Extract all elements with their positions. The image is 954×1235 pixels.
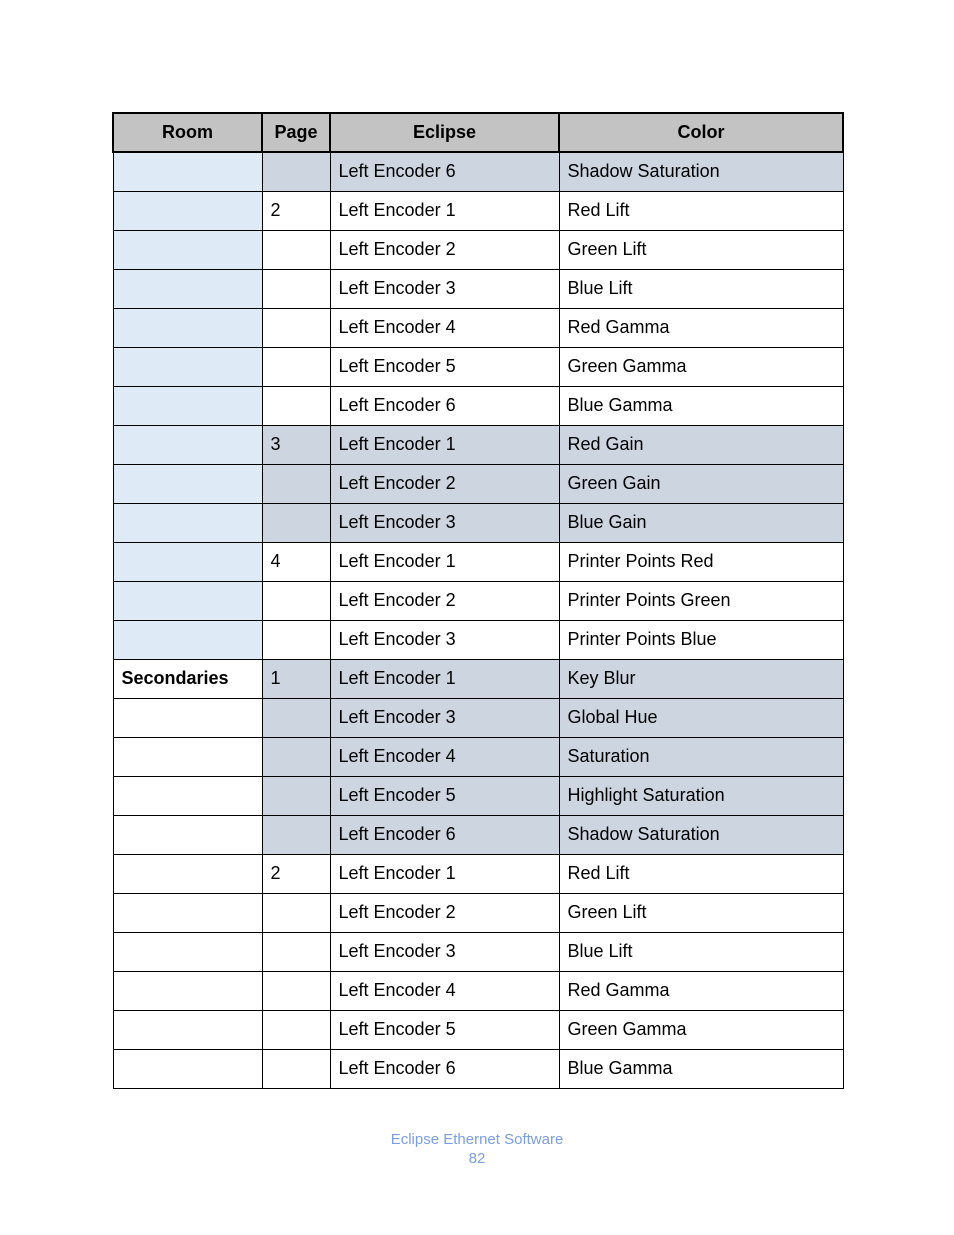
table-row [113,581,843,620]
page-cell [262,932,330,971]
color-cell: Blue Gamma [559,1049,843,1088]
eclipse-cell: Left Encoder 1 [330,659,559,698]
room-cell [113,152,262,191]
room-cell [113,698,262,737]
room-cell [113,191,262,230]
eclipse-cell: Left Encoder 3 [330,620,559,659]
encoder-mapping-table [112,112,844,1089]
page-cell [262,503,330,542]
table-row [113,269,843,308]
room-cell [113,1010,262,1049]
room-cell [113,971,262,1010]
color-cell: Green Gain [559,464,843,503]
page-cell [262,815,330,854]
eclipse-cell: Left Encoder 6 [330,1049,559,1088]
color-cell: Green Gamma [559,347,843,386]
room-cell [113,893,262,932]
header-color: Color [559,113,843,152]
table-row [113,620,843,659]
page-cell: 2 [262,191,330,230]
eclipse-cell: Left Encoder 1 [330,191,559,230]
room-cell [113,776,262,815]
room-cell [113,620,262,659]
room-cell [113,581,262,620]
room-cell [113,503,262,542]
eclipse-cell: Left Encoder 6 [330,386,559,425]
room-cell [113,932,262,971]
page-cell [262,737,330,776]
eclipse-cell: Left Encoder 6 [330,815,559,854]
room-cell [113,347,262,386]
page-cell [262,1010,330,1049]
page-cell [262,308,330,347]
page-cell: 3 [262,425,330,464]
room-cell [113,386,262,425]
table-row [113,1010,843,1049]
eclipse-cell: Left Encoder 2 [330,464,559,503]
table-row [113,776,843,815]
eclipse-cell: Left Encoder 4 [330,308,559,347]
eclipse-cell: Left Encoder 3 [330,698,559,737]
page-cell [262,698,330,737]
color-cell: Printer Points Blue [559,620,843,659]
eclipse-cell: Left Encoder 4 [330,971,559,1010]
room-cell [113,542,262,581]
table-row [113,464,843,503]
eclipse-cell: Left Encoder 4 [330,737,559,776]
page-cell [262,347,330,386]
room-cell [113,230,262,269]
color-cell: Blue Gain [559,503,843,542]
color-cell: Saturation [559,737,843,776]
eclipse-cell: Left Encoder 2 [330,230,559,269]
table-row [113,386,843,425]
table-header-row [113,113,843,152]
table-row [113,347,843,386]
eclipse-cell: Left Encoder 3 [330,932,559,971]
eclipse-cell: Left Encoder 1 [330,542,559,581]
color-cell: Red Lift [559,854,843,893]
table-row [113,230,843,269]
color-cell: Shadow Saturation [559,815,843,854]
table-row [113,503,843,542]
eclipse-cell: Left Encoder 2 [330,893,559,932]
page-cell: 4 [262,542,330,581]
eclipse-cell: Left Encoder 2 [330,581,559,620]
color-cell: Red Gamma [559,971,843,1010]
header-eclipse: Eclipse [330,113,559,152]
eclipse-cell: Left Encoder 1 [330,854,559,893]
page-cell: 2 [262,854,330,893]
table-row [113,191,843,230]
eclipse-cell: Left Encoder 3 [330,269,559,308]
room-cell [113,464,262,503]
table-row [113,815,843,854]
color-cell: Global Hue [559,698,843,737]
page-cell [262,269,330,308]
color-cell: Printer Points Red [559,542,843,581]
table-body [113,152,843,1088]
color-cell: Blue Gamma [559,386,843,425]
color-cell: Red Gain [559,425,843,464]
table-row [113,659,843,698]
color-cell: Highlight Saturation [559,776,843,815]
eclipse-cell: Left Encoder 1 [330,425,559,464]
page-cell [262,464,330,503]
room-cell [113,815,262,854]
page-cell [262,971,330,1010]
eclipse-cell: Left Encoder 6 [330,152,559,191]
page-cell [262,776,330,815]
color-cell: Shadow Saturation [559,152,843,191]
table-row [113,854,843,893]
table-row [113,542,843,581]
color-cell: Green Gamma [559,1010,843,1049]
table-row [113,698,843,737]
header-room: Room [113,113,262,152]
page-cell [262,230,330,269]
page-cell [262,620,330,659]
table-row [113,932,843,971]
page-cell [262,386,330,425]
room-cell [113,737,262,776]
footer-title: Eclipse Ethernet Software [390,1131,564,1148]
table-row [113,152,843,191]
table-row [113,1049,843,1088]
page-cell: 1 [262,659,330,698]
color-cell: Green Lift [559,893,843,932]
eclipse-cell: Left Encoder 5 [330,776,559,815]
page-cell [262,581,330,620]
table-row [113,425,843,464]
eclipse-cell: Left Encoder 5 [330,347,559,386]
table-row [113,893,843,932]
color-cell: Blue Lift [559,269,843,308]
color-cell: Red Gamma [559,308,843,347]
color-cell: Key Blur [559,659,843,698]
header-page: Page [262,113,330,152]
room-cell [113,308,262,347]
color-cell: Green Lift [559,230,843,269]
table-row [113,737,843,776]
color-cell: Blue Lift [559,932,843,971]
room-cell: Secondaries [113,659,262,698]
color-cell: Printer Points Green [559,581,843,620]
table-row [113,971,843,1010]
table-row [113,308,843,347]
room-cell [113,269,262,308]
page-footer [0,1130,954,1168]
room-cell [113,854,262,893]
room-cell [113,1049,262,1088]
color-cell: Red Lift [559,191,843,230]
eclipse-cell: Left Encoder 5 [330,1010,559,1049]
room-cell [113,425,262,464]
page-cell [262,1049,330,1088]
page-cell [262,152,330,191]
page-number: 82 [468,1150,486,1167]
page-cell [262,893,330,932]
eclipse-cell: Left Encoder 3 [330,503,559,542]
